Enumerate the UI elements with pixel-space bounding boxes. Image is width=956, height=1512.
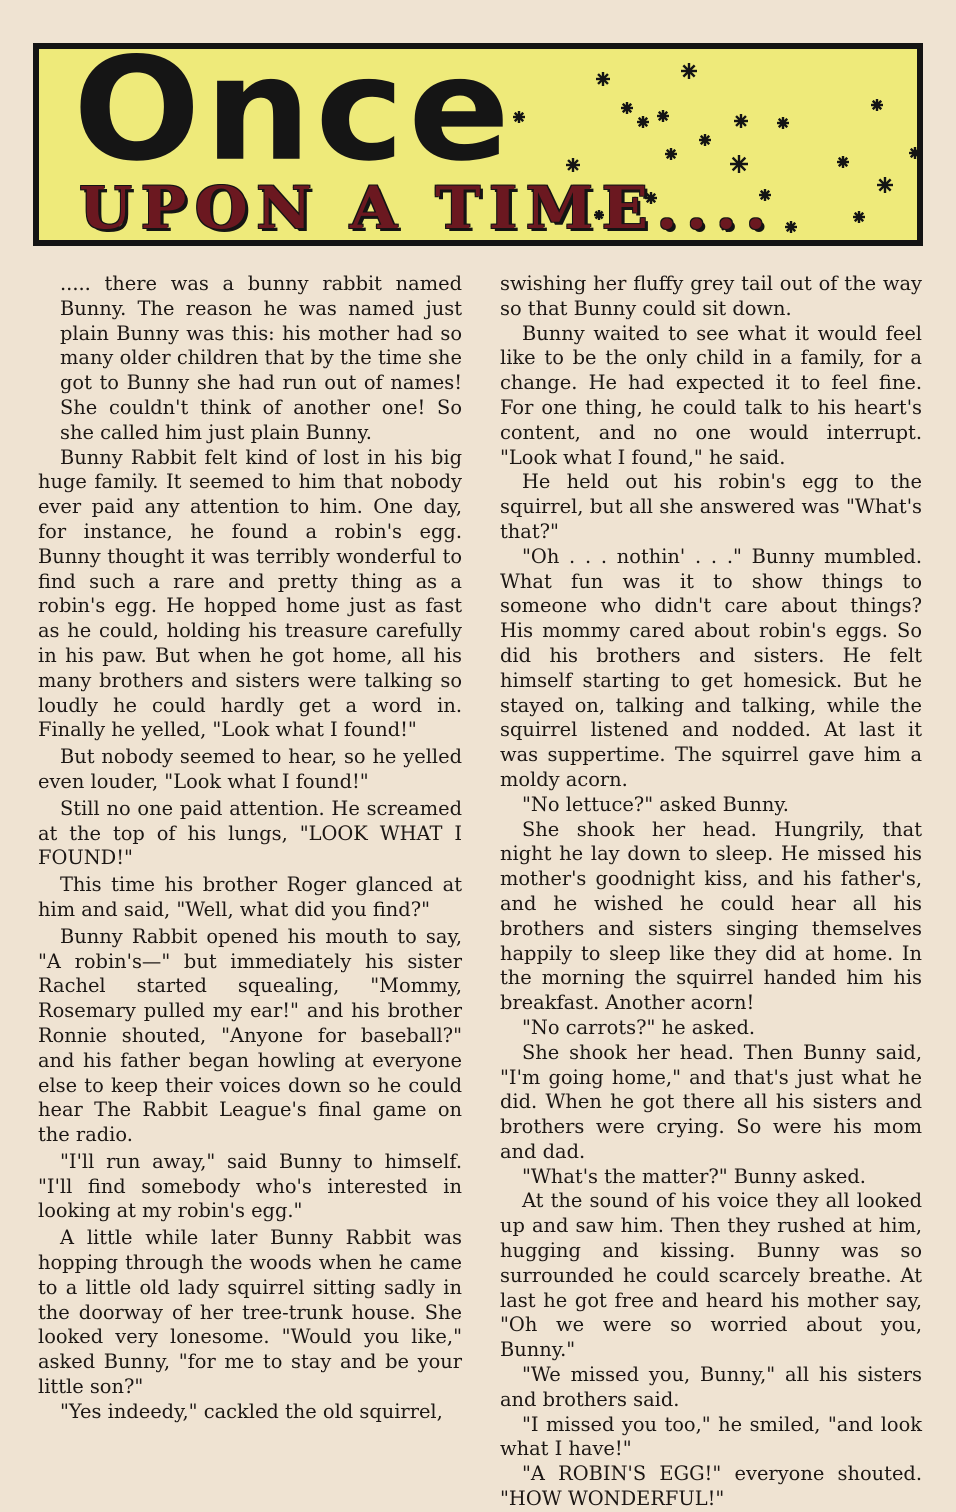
- story-paragraph: "We missed you, Bunny," all his sisters and brothers said.: [500, 1363, 922, 1411]
- story-paragraph: But nobody seemed to hear, so he yelled even louder, "Look what I found!": [38, 745, 462, 793]
- story-paragraph: ..... there was a bunny rabbit named Bunny. The reason he was named just plain Bunny was this: his mother had so many older children that by the time she got to Bunny she had run out of names! She couldn't think of another one! So she called him just plain Bunny.: [60, 272, 462, 444]
- star-icon: [699, 134, 711, 146]
- star-icon: [909, 147, 920, 159]
- star-icon: [730, 155, 748, 173]
- story-column-left: [38, 272, 462, 1425]
- story-paragraph: "A ROBIN'S EGG!" everyone shouted. "HOW WONDERFUL!": [500, 1462, 922, 1511]
- star-icon: [777, 117, 789, 129]
- story-paragraph: "What's the matter?" Bunny asked.: [522, 1164, 866, 1188]
- star-icon: [871, 99, 883, 111]
- title-banner: [36, 46, 920, 243]
- story-paragraph: "I missed you too," he smiled, "and look what I have!": [500, 1412, 922, 1461]
- story-paragraph: She shook her head. Hungrily, that night he lay down to sleep. He missed his mother's goodnight kiss, and his father's, and he wished he could hear all his brothers and sisters singing themselves happily to sleep like they did at home. In the morning the squirrel handed him his breakfast. Another acorn!: [500, 817, 922, 1015]
- title-upon-a-time: UPON A TIME....: [79, 174, 775, 242]
- story-paragraph: "No carrots?" he asked.: [522, 1015, 756, 1039]
- star-icon: [837, 156, 849, 168]
- story-paragraph: Bunny waited to see what it would feel like to be the only child in a family, for a change. He had expected it to feel fine. For one thing, he could talk to his heart's content, and no one would interrupt. "Look what I found," he said.: [500, 321, 922, 469]
- story-paragraph: She shook her head. Then Bunny said, "I'm going home," and that's just what he did. When he got there all his sisters and brothers were crying. So were his mom and dad.: [500, 1040, 922, 1163]
- story-paragraph: "No lettuce?" asked Bunny.: [522, 792, 789, 816]
- story-paragraph: swishing her fluffy grey tail out of the way so that Bunny could sit down.: [500, 272, 922, 320]
- title-once: Once: [73, 46, 514, 193]
- story-paragraph: "Yes indeedy," cackled the old squirrel,: [60, 1399, 443, 1423]
- story-paragraph: "Oh . . . nothin' . . ." Bunny mumbled. What fun was it to show things to someone who didn't care about things? His mommy cared about robin's eggs. So did his brothers and sisters. He felt himself starting to get homesick. But he stayed on, talking and talking, while the squirrel listened and nodded. At last it was suppertime. The squirrel gave him a moldy acorn.: [500, 544, 922, 791]
- star-icon: [785, 221, 797, 233]
- story-paragraph: This time his brother Roger glanced at him and said, "Well, what did you find?": [38, 873, 462, 921]
- star-icon: [566, 158, 580, 172]
- star-icon: [637, 116, 649, 128]
- story-paragraph: Still no one paid attention. He screamed at the top of his lungs, "LOOK WHAT I FOUND!": [38, 796, 462, 870]
- star-icon: [657, 110, 669, 122]
- story-paragraph: Bunny Rabbit felt kind of lost in his big huge family. It seemed to him that nobody ever paid any attention to him. One day, for instance, he found a robin's egg. Bunny thought it was terribly wonderful to find such a rare and pretty thing as a robin's egg. He hopped home just as fast as he could, holding his treasure carefully in his paw. But when he got home, all his many brothers and sisters were talking so loudly he could hardly get a word in. Finally he yelled, "Look what I found!": [38, 445, 462, 742]
- star-icon: [877, 177, 893, 193]
- star-icon: [665, 148, 677, 160]
- star-icon: [621, 102, 633, 114]
- story-paragraph: At the sound of his voice they all looked up and saw him. Then they rushed at him, hugging and kissing. Bunny was so surrounded he could scarcely breathe. At last he got free and heard his mother say, "Oh we were so worried about you, Bunny.": [500, 1189, 922, 1362]
- star-icon: [513, 111, 525, 123]
- star-icon: [734, 114, 748, 128]
- star-icon: [596, 72, 610, 86]
- story-paragraph: Bunny Rabbit opened his mouth to say, "A robin's—" but immediately his sister Rachel started squealing, "Mommy, Rosemary pulled my ear!" and his brother Ronnie shouted, "Anyone for baseball?" and his father began howling at everyone else to keep their voices down so he could hear The Rabbit League's final game on the radio.: [38, 924, 462, 1147]
- star-icon: [681, 63, 697, 79]
- story-paragraph: He held out his robin's egg to the squirrel, but all she answered was "What's that?": [500, 470, 922, 543]
- story-column-right: [500, 272, 922, 1512]
- star-icon: [853, 211, 865, 223]
- story-paragraph: "I'll run away," said Bunny to himself. "I'll find somebody who's interested in looking at my robin's egg.": [38, 1149, 462, 1223]
- story-paragraph: A little while later Bunny Rabbit was hopping through the woods when he came to a little old lady squirrel sitting sadly in the doorway of her tree-trunk house. She looked very lonesome. "Would you like," asked Bunny, "for me to stay and be your little son?": [38, 1226, 462, 1399]
